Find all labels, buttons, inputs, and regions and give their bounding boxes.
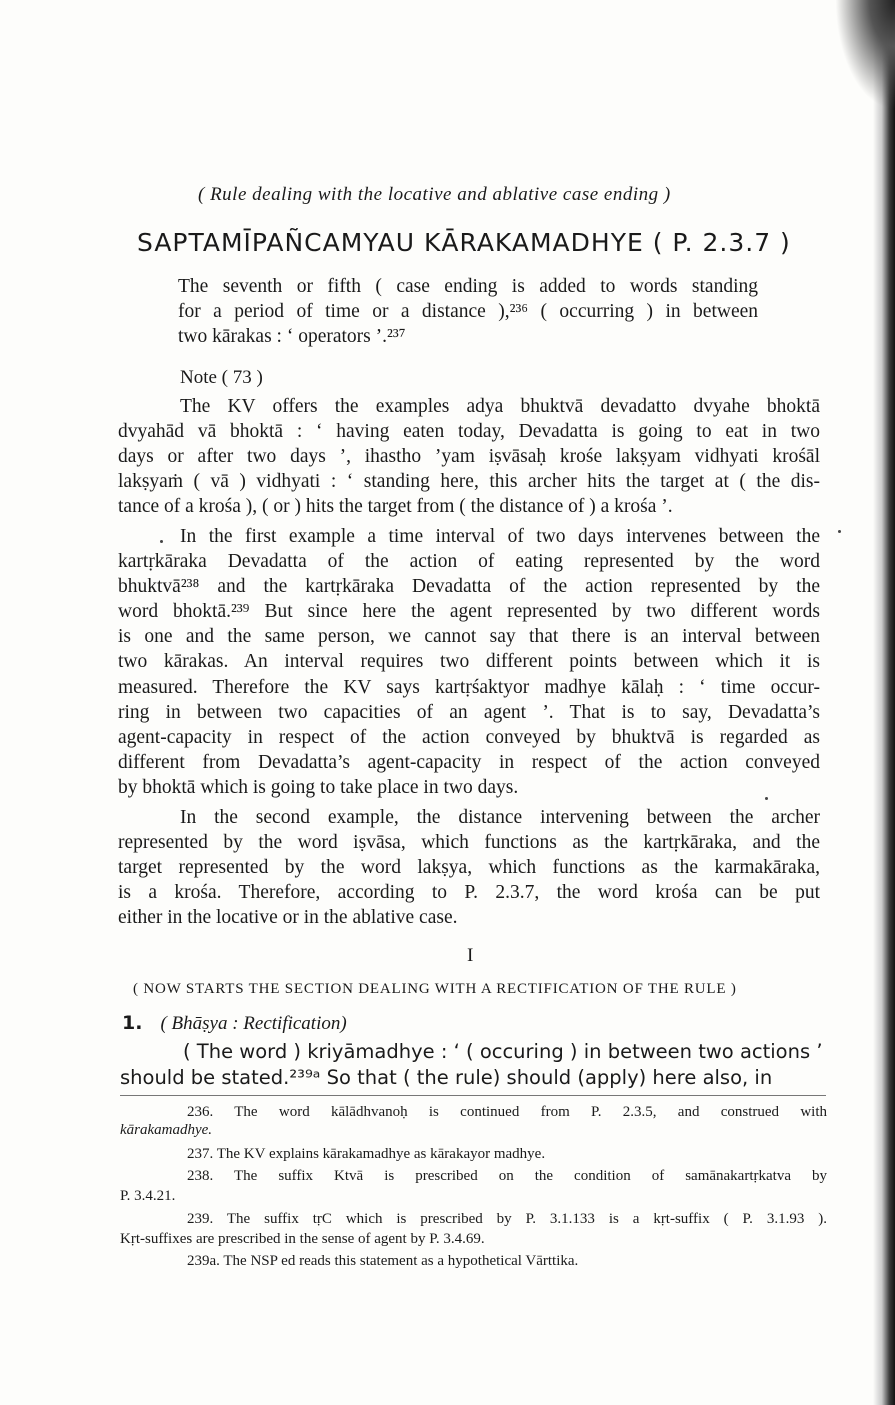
section-caption: ( NOW STARTS THE SECTION DEALING WITH A RECTIFICATION OF THE RULE ) bbox=[133, 981, 737, 997]
paragraph-line: agent-capacity in respect of the action conveyed by bhuktvā is regarded as bbox=[118, 727, 820, 748]
footnote-divider bbox=[120, 1095, 826, 1096]
paragraph-line: bhuktvā²³⁸ and the kartṛkāraka Devadatta of the action represented by the bbox=[118, 576, 820, 597]
paragraph-line: In the first example a time interval of two days intervenes between the bbox=[180, 526, 820, 547]
speck-mark bbox=[838, 530, 841, 533]
bhasya-heading bbox=[122, 1012, 347, 1035]
footnote-line: 236. The word kālādhvanoḥ is continued from P. 2.3.5, and construed with bbox=[187, 1104, 827, 1120]
paragraph-line: two kārakas. An interval requires two different points between which it is bbox=[118, 651, 820, 672]
rule-translation-line: two kārakas : ‘ operators ’.²³⁷ bbox=[178, 326, 406, 347]
paragraph-line: dvyahād vā bhoktā : ‘ having eaten today, Devadatta is going to eat in two bbox=[118, 421, 820, 442]
paragraph-line: lakṣyaṁ ( vā ) vidhyati : ‘ standing here, this archer hits the target at ( the dis- bbox=[118, 471, 820, 492]
paragraph-line: either in the locative or in the ablative case. bbox=[118, 907, 458, 928]
footnote-line: kārakamadhye. bbox=[120, 1122, 213, 1138]
paragraph-line: word bhoktā.²³⁹ But since here the agent represented by two different words bbox=[118, 601, 820, 622]
paragraph-line: is a krośa. Therefore, according to P. 2.3.7, the word krośa can be put bbox=[118, 882, 820, 903]
paragraph-line: target represented by the word lakṣya, which functions as the karmakāraka, bbox=[118, 857, 820, 878]
paragraph-line: tance of a krośa ), ( or ) hits the target from ( the distance of ) a krośa ’. bbox=[118, 496, 673, 517]
footnote-line: Kṛt-suffixes are prescribed in the sense of agent by P. 3.4.69. bbox=[120, 1231, 485, 1247]
rule-translation-line: for a period of time or a distance ),²³⁶ ( occurring ) in between bbox=[178, 301, 758, 322]
paragraph-line: different from Devadatta’s agent-capacity in respect of the action conveyed bbox=[118, 752, 820, 773]
paragraph-line: represented by the word iṣvāsa, which functions as the kartṛkāraka, and the bbox=[118, 832, 820, 853]
section-numeral: I bbox=[467, 945, 474, 966]
rule-translation-line: The seventh or fifth ( case ending is added to words standing bbox=[178, 276, 758, 297]
footnote-line: P. 3.4.21. bbox=[120, 1188, 176, 1204]
page-corner-shadow bbox=[835, 0, 895, 110]
rule-subtitle: ( Rule dealing with the locative and ablative case ending ) bbox=[198, 184, 671, 205]
paragraph-line: is one and the same person, we cannot say that there is an interval between bbox=[118, 626, 820, 647]
paragraph-line: days or after two days ’, ihastho ’yam iṣvāsaḥ krośe lakṣyam vidhyati krośāl bbox=[118, 446, 820, 467]
rule-heading: SAPTAMĪPAÑCAMYAU KĀRAKAMADHYE ( P. 2.3.7 ) bbox=[137, 228, 791, 257]
bhasya-label: ( Bhāṣya : Rectification) bbox=[160, 1013, 347, 1034]
bhasya-text-line: ( The word ) kriyāmadhye : ‘ ( occuring ) in between two actions ’ bbox=[183, 1040, 823, 1063]
paragraph-line: ring in between two capacities of an agent ’. That is to say, Devadatta’s bbox=[118, 702, 820, 723]
paragraph-line: In the second example, the distance intervening between the archer bbox=[180, 807, 820, 828]
bhasya-text-line: should be stated.²³⁹ᵃ So that ( the rule) should (apply) here also, in bbox=[120, 1066, 773, 1089]
paragraph-line: by bhoktā which is going to take place in two days. bbox=[118, 777, 519, 798]
page-binding-shadow bbox=[873, 0, 895, 1405]
note-label: Note ( 73 ) bbox=[180, 367, 263, 388]
paragraph-line: kartṛkāraka Devadatta of the action of eating represented by the word bbox=[118, 551, 820, 572]
speck-mark bbox=[765, 797, 768, 800]
bhasya-number: 1. bbox=[122, 1012, 143, 1034]
footnote-line: 237. The KV explains kārakamadhye as kārakayor madhye. bbox=[187, 1146, 546, 1162]
footnote-line: 239a. The NSP ed reads this statement as a hypothetical Vārttika. bbox=[187, 1253, 579, 1269]
paragraph-line: measured. Therefore the KV says kartṛśaktyor madhye kālaḥ : ‘ time occur- bbox=[118, 677, 820, 698]
paragraph-line: The KV offers the examples adya bhuktvā devadatto dvyahe bhoktā bbox=[180, 396, 820, 417]
footnote-line: 239. The suffix tṛC which is prescribed by P. 3.1.133 is a kṛt-suffix ( P. 3.1.93 ). bbox=[187, 1211, 827, 1227]
footnote-line: 238. The suffix Ktvā is prescribed on the condition of samānakartṛkatva by bbox=[187, 1168, 827, 1184]
speck-mark bbox=[160, 540, 163, 543]
